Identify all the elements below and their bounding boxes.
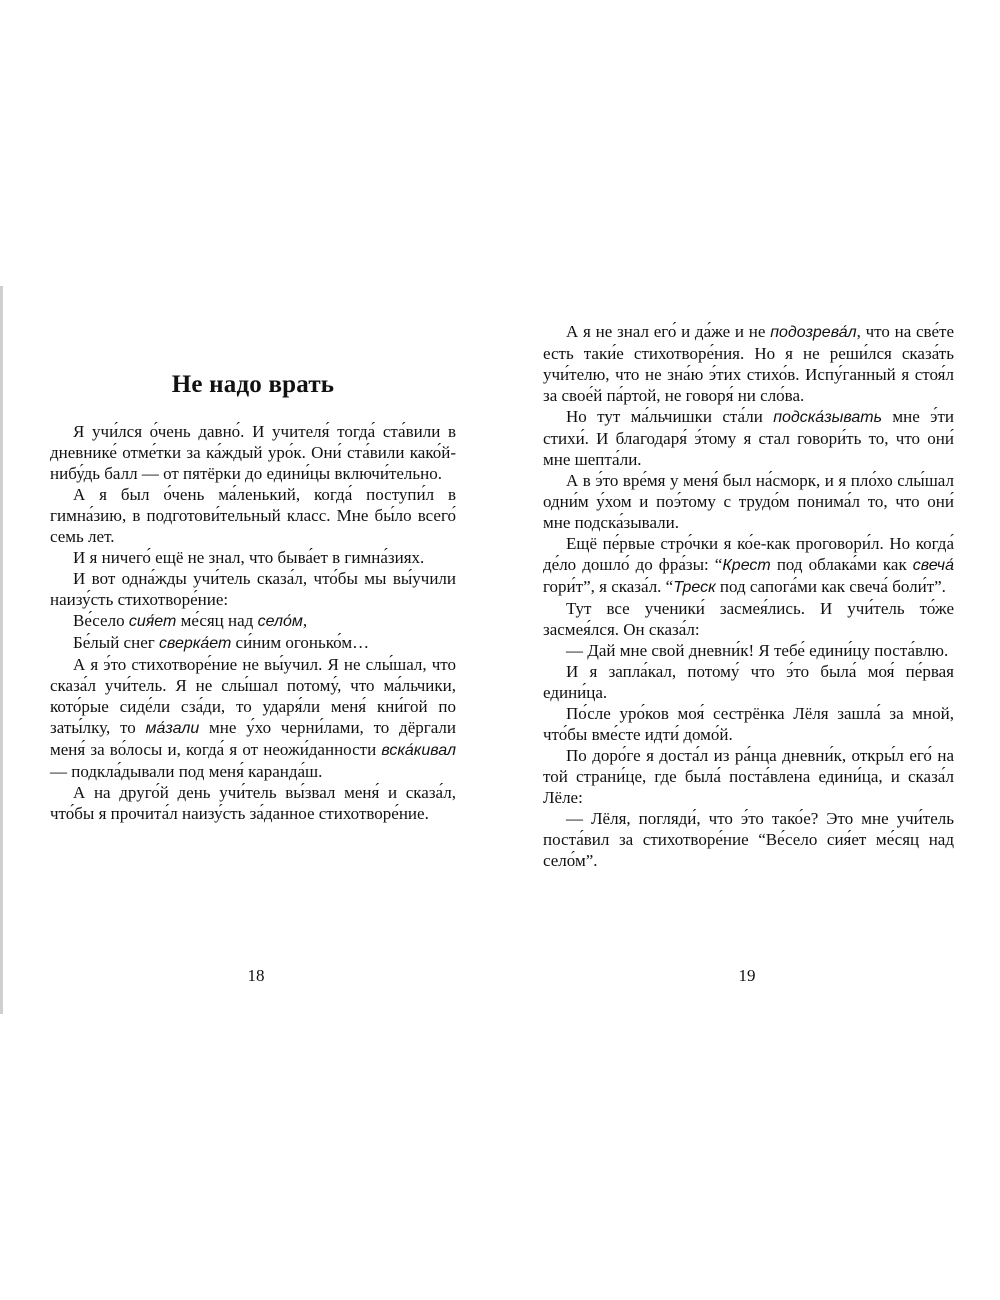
verse-line: Ве́село сия́ет ме́сяц над село́м, bbox=[73, 611, 308, 630]
paragraph: Но тут ма́льчишки ста́ли подска́зывать мне э́ти стихи́. И благодаря́ э́тому я стал говори́ть то, что они́ мне шепта́ли. bbox=[543, 407, 954, 469]
paragraph: По́сле уро́ков моя́ сестрёнка Лёля зашла́ за мной, что́бы вме́сте идти́ домо́й. bbox=[543, 704, 954, 744]
paragraph: Тут все ученики́ засмея́лись. И учи́тель то́же засмея́лся. Он сказа́л: bbox=[543, 599, 954, 639]
paragraph: И я ничего́ ещё не знал, что быва́ет в гимна́зиях. bbox=[73, 548, 425, 567]
paragraph: А в э́то вре́мя у меня́ был на́сморк, и я пло́хо слы́шал одни́м у́хом и поэ́тому с трудо́м понима́л то, что они́ мне подска́зывали. bbox=[543, 471, 954, 532]
paragraph: И я запла́кал, потому́ что э́то была́ моя́ пе́рвая едини́ца. bbox=[543, 662, 954, 702]
paragraph: А я не знал его́ и да́же и не подозрева́л, что на све́те есть таки́е стихотворе́ния. Но я не реши́лся сказа́ть учи́телю, что не зна́ю э́тих стихо́в. Испу́ганный я стоя́л за свое́й па́ртой, не говоря́ ни сло́ва. bbox=[543, 322, 954, 405]
page-number-right: 19 bbox=[738, 966, 756, 985]
page-number-left: 18 bbox=[247, 966, 265, 985]
paragraph: А я э́то стихотворе́ние не вы́учил. Я не слы́шал, что сказа́л учи́тель. Я не слы́шал потому́, что ма́льчики, кото́рые сиде́ли сза́ди, то ударя́ли меня́ кни́гой по заты́лку, то ма́зали мне у́хо черни́лами, то дёргали меня́ за во́лосы и, когда́ я от неожи́данности вска́кивал — подкла́дывали под меня́ каранда́ш. bbox=[50, 655, 456, 781]
paragraph: И вот одна́жды учи́тель сказа́л, что́бы мы вы́учили наизу́сть стихотворе́ние: bbox=[50, 569, 456, 609]
paragraph: А я был о́чень ма́ленький, когда́ поступи́л в гимна́зию, в подготови́тельный класс. Мне бы́ло всего́ семь лет. bbox=[50, 485, 456, 546]
right-page bbox=[543, 321, 954, 871]
left-page bbox=[50, 300, 456, 824]
page-edge-line bbox=[0, 286, 3, 1014]
paragraph: — Лёля, погляди́, что э́то тако́е? Это мне учи́тель поста́вил за стихотворе́ние “Ве́село сия́ет ме́сяц над село́м”. bbox=[543, 809, 954, 870]
story-title: Не надо врать bbox=[171, 371, 335, 398]
paragraph: — Дай мне свой дневни́к! Я тебе́ едини́цу поста́влю. bbox=[566, 641, 949, 660]
paragraph: Ещё пе́рвые стро́чки я ко́е-как проговори́л. Но когда́ де́ло дошло́ до фра́зы: “Крест под облака́ми как свеча́ гори́т”, я сказа́л. “Треск под сапога́ми как свеча́ боли́т”. bbox=[543, 534, 954, 596]
paragraph: Я учи́лся о́чень давно́. И учителя́ тогда́ ста́вили в дневнике́ отме́тки за ка́ждый уро́к. Они́ ста́вили како́й-нибу́дь балл — от пятёрки до едини́цы включи́тельно. bbox=[50, 422, 456, 483]
paragraph: А на друго́й день учи́тель вы́звал меня́ и сказа́л, что́бы я прочита́л наизу́сть за́данное стихотворе́ние. bbox=[50, 783, 456, 823]
paragraph: По доро́ге я доста́л из ра́нца дневни́к, откры́л его́ на той страни́це, где была́ поста́влена едини́ца, и сказа́л Лёле: bbox=[543, 746, 954, 807]
verse-line: Бе́лый снег сверка́ет си́ним огонько́м… bbox=[73, 633, 370, 652]
